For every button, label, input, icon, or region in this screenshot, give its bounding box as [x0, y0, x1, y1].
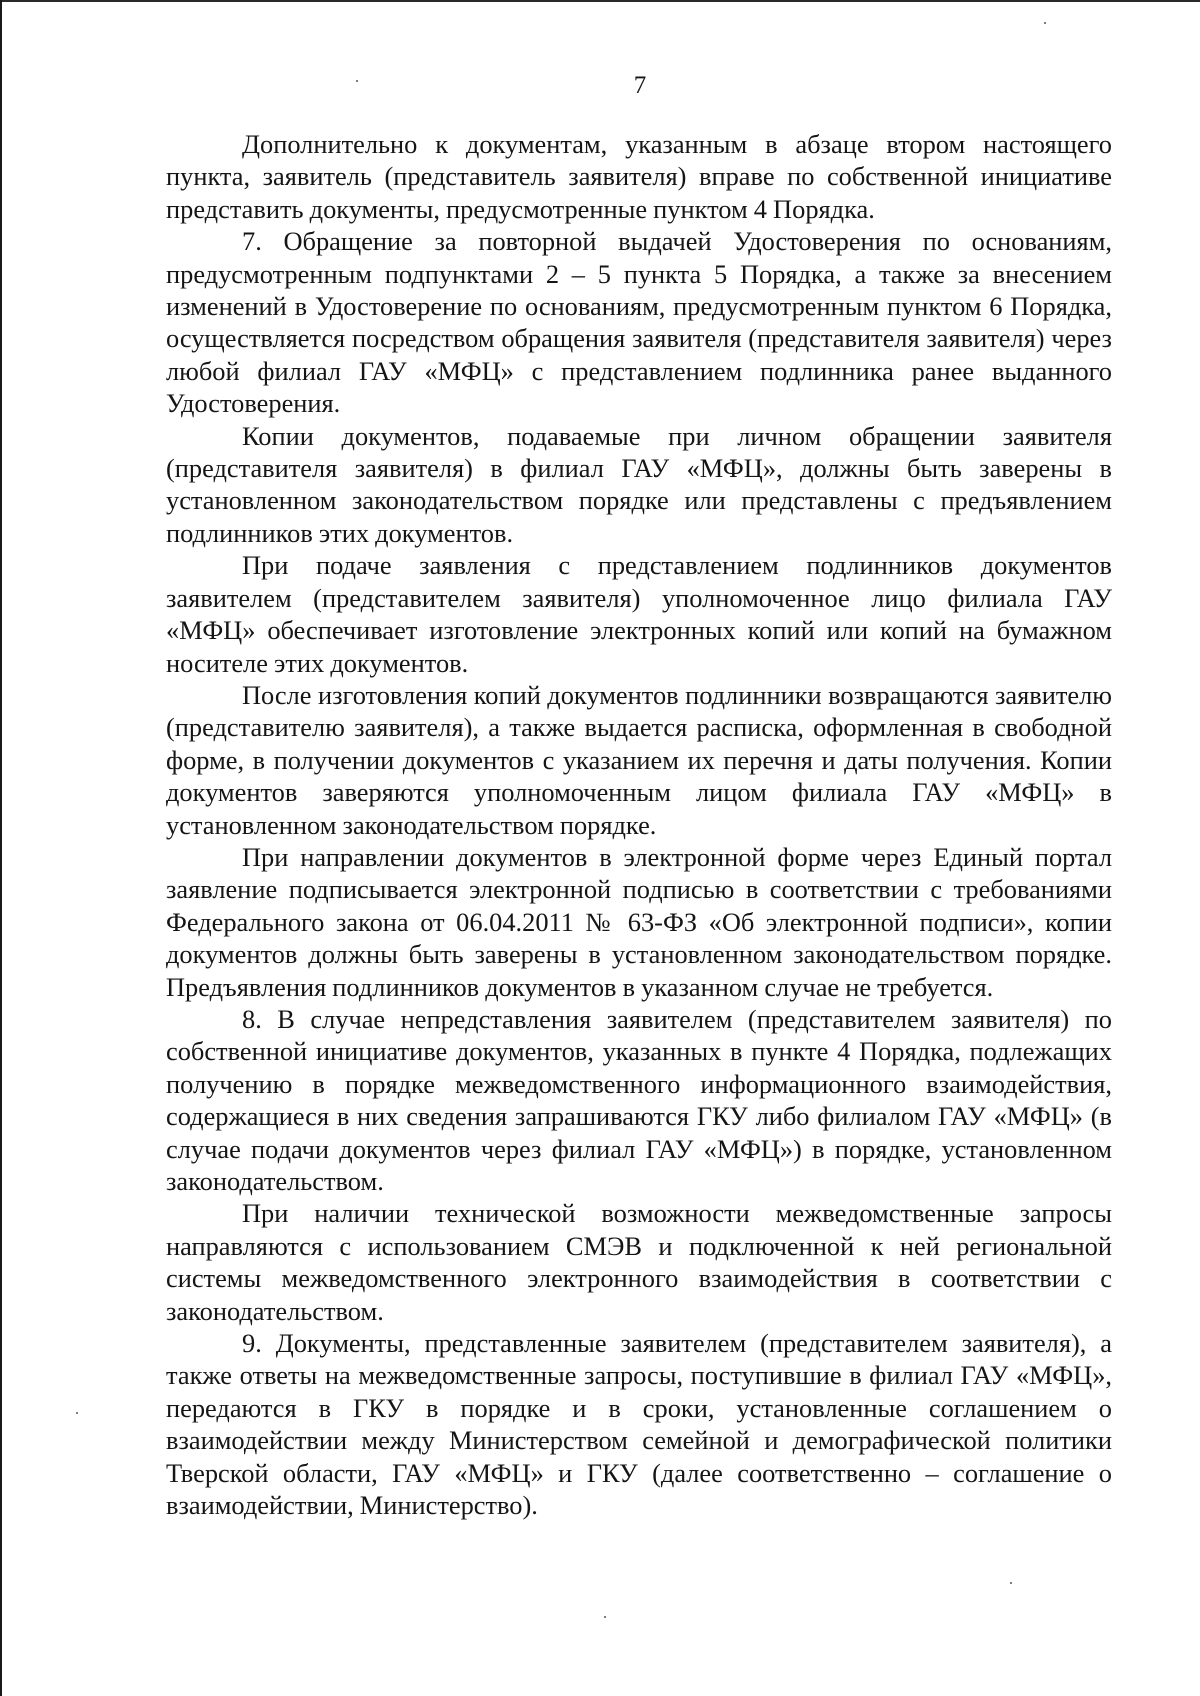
paragraph-interagency-requests: При наличии технической возможности межведомственные запросы направляются с использованием СМЭВ и подключенной к ней региональной системы межведомственного электронного взаимодействия в соответствии с законодательством.: [166, 1198, 1112, 1326]
paragraph-item-7: 7. Обращение за повторной выдачей Удостоверения по основаниям, предусмотренным подпунктами 2 – 5 пункта 5 Порядка, а также за внесением изменений в Удостоверение по основаниям, предусмотренным пунктом 6 Порядка, осуществляется посредством обращения заявителя (представителя заявителя) через любой филиал ГАУ «МФЦ» с представлением подлинника ранее выданного Удостоверения.: [166, 226, 1112, 419]
scan-speck: [1044, 22, 1046, 24]
scan-speck: [356, 80, 358, 82]
paragraph-additional-documents: Дополнительно к документам, указанным в абзаце втором настоящего пункта, заявитель (представитель заявителя) вправе по собственной инициативе представить документы, предусмотренные пунктом 4 Порядка.: [166, 129, 1112, 224]
document-body: [166, 128, 1112, 1521]
scan-speck: [1010, 1582, 1012, 1584]
scan-speck: [76, 1412, 78, 1414]
page-number: 7: [633, 72, 647, 99]
scan-edge-left: [0, 0, 2, 1696]
paragraph-submission-with-originals: При подаче заявления с представлением подлинников документов заявителем (представителем заявителя) уполномоченное лицо филиала ГАУ «МФЦ» обеспечивает изготовление электронных копий или копий на бумажном носителе этих документов.: [166, 550, 1112, 678]
paragraph-item-8: 8. В случае непредставления заявителем (представителем заявителя) по собственной инициативе документов, указанных в пункте 4 Порядка, подлежащих получению в порядке межведомственного информационного взаимодействия, содержащиеся в них сведения запрашиваются ГКУ либо филиалом ГАУ «МФЦ» (в случае подачи документов через филиал ГАУ «МФЦ») в порядке, установленном законодательством.: [166, 1003, 1112, 1196]
scan-speck: [604, 1616, 606, 1618]
scan-edge-top: [0, 0, 1200, 2]
paragraph-item-9: 9. Документы, представленные заявителем (представителем заявителя), а также ответы на межведомственные запросы, поступившие в филиал ГАУ «МФЦ», передаются в ГКУ в порядке и в сроки, установленные соглашением о взаимодействии между Министерством семейной и демографической политики Тверской области, ГАУ «МФЦ» и ГКУ (далее соответственно – соглашение о взаимодействии, Министерство).: [166, 1328, 1112, 1521]
paragraph-after-copies: После изготовления копий документов подлинники возвращаются заявителю (представителю заявителя), а также выдается расписка, оформленная в свободной форме, в получении документов с указанием их перечня и даты получения. Копии документов заверяются уполномоченным лицом филиала ГАУ «МФЦ» в установленном законодательством порядке.: [166, 679, 1112, 840]
paragraph-copies-of-documents: Копии документов, подаваемые при личном обращении заявителя (представителя заявителя) в филиал ГАУ «МФЦ», должны быть заверены в установленном законодательством порядке или представлены с предъявлением подлинников этих документов.: [166, 420, 1112, 548]
paragraph-electronic-form: При направлении документов в электронной форме через Единый портал заявление подписывается электронной подписью в соответствии с требованиями Федерального закона от 06.04.2011 № 63-ФЗ «Об электронной подписи», копии документов должны быть заверены в установленном законодательством порядке. Предъявления подлинников документов в указанном случае не требуется.: [166, 841, 1112, 1002]
